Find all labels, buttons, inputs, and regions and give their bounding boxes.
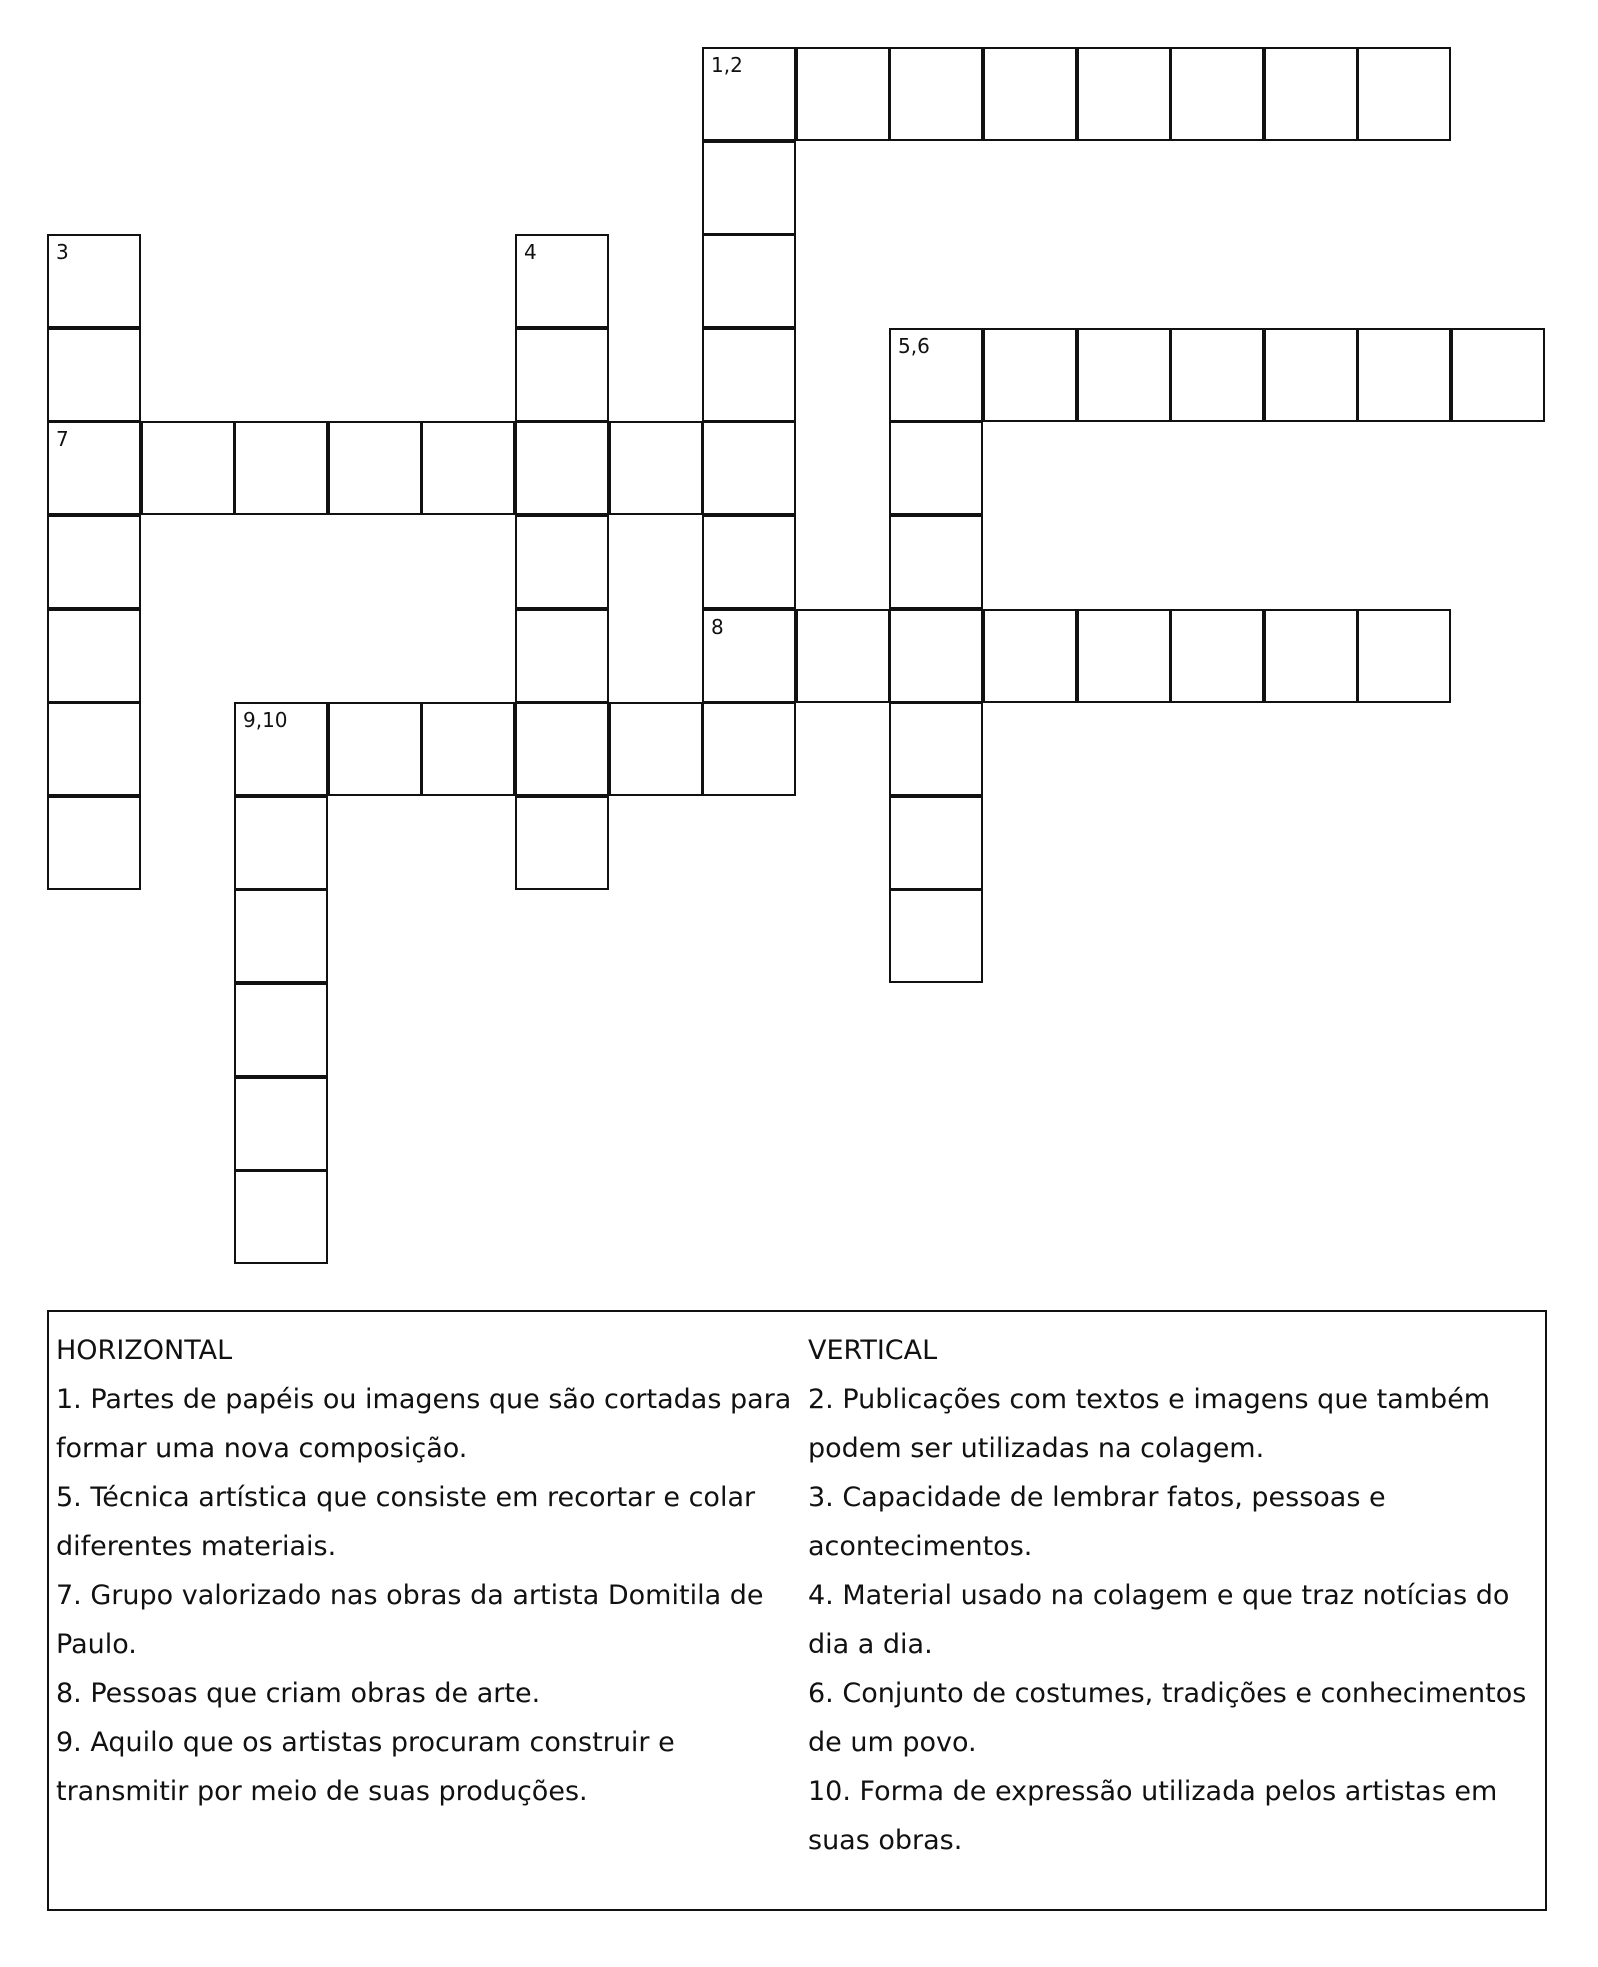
cell-letter-input[interactable]: [891, 611, 981, 701]
cell-letter-input[interactable]: [143, 423, 233, 513]
crossword-cell[interactable]: [1077, 609, 1171, 703]
crossword-cell[interactable]: [702, 47, 796, 141]
cell-letter-input[interactable]: [517, 798, 607, 888]
crossword-cell[interactable]: [609, 702, 703, 796]
cell-letter-input[interactable]: [49, 704, 139, 794]
clue-number: 5,6: [898, 334, 930, 358]
cell-letter-input[interactable]: [423, 704, 513, 794]
cell-letter-input[interactable]: [891, 49, 981, 139]
crossword-cell[interactable]: [515, 421, 609, 515]
clue-line: 6. Conjunto de costumes, tradições e conhecimentos: [808, 1678, 1527, 1709]
cell-letter-input[interactable]: [517, 330, 607, 420]
cell-letter-input[interactable]: [798, 49, 888, 139]
crossword-cell[interactable]: [1357, 47, 1451, 141]
crossword-cell[interactable]: [796, 609, 890, 703]
cell-letter-input[interactable]: [517, 611, 607, 701]
crossword-cell[interactable]: [609, 421, 703, 515]
cell-letter-input[interactable]: [236, 798, 326, 888]
cell-letter-input[interactable]: [236, 1079, 326, 1169]
crossword-cell[interactable]: [1170, 609, 1264, 703]
crossword-cell[interactable]: [47, 609, 141, 703]
crossword-cell[interactable]: [889, 47, 983, 141]
crossword-cell[interactable]: [234, 796, 328, 890]
clue-line: suas obras.: [808, 1825, 963, 1856]
clue-number: 9,10: [243, 708, 288, 732]
cell-letter-input[interactable]: [1079, 611, 1169, 701]
clue-line: de um povo.: [808, 1727, 977, 1758]
clue-line: 3. Capacidade de lembrar fatos, pessoas e: [808, 1482, 1386, 1513]
crossword-cell[interactable]: [515, 609, 609, 703]
cell-letter-input[interactable]: [985, 330, 1075, 420]
crossword-cell[interactable]: [1264, 328, 1358, 422]
cell-letter-input[interactable]: [49, 517, 139, 607]
crossword-cell[interactable]: [702, 609, 796, 703]
crossword-cell[interactable]: [421, 421, 515, 515]
clues-box: [47, 1310, 1547, 1911]
cell-letter-input[interactable]: [985, 49, 1075, 139]
crossword-cell[interactable]: [515, 234, 609, 328]
crossword-cell[interactable]: [983, 328, 1077, 422]
crossword-cell[interactable]: [328, 702, 422, 796]
crossword-cell[interactable]: [1170, 328, 1264, 422]
clue-number: 1,2: [711, 53, 743, 77]
crossword-cell[interactable]: [983, 47, 1077, 141]
crossword-cell[interactable]: [702, 141, 796, 235]
cell-letter-input[interactable]: [891, 798, 981, 888]
cell-letter-input[interactable]: [985, 611, 1075, 701]
cell-letter-input[interactable]: [1266, 49, 1356, 139]
horizontal-heading: HORIZONTAL: [56, 1335, 233, 1366]
crossword-cell[interactable]: [702, 421, 796, 515]
cell-letter-input[interactable]: [517, 423, 607, 513]
cell-letter-input[interactable]: [330, 423, 420, 513]
clue-number: 3: [56, 240, 69, 264]
clue-line: formar uma nova composição.: [56, 1433, 468, 1464]
cell-letter-input[interactable]: [798, 611, 888, 701]
cell-letter-input[interactable]: [704, 330, 794, 420]
cell-letter-input[interactable]: [1172, 611, 1262, 701]
cell-letter-input[interactable]: [611, 704, 701, 794]
clue-line: 8. Pessoas que criam obras de arte.: [56, 1678, 541, 1709]
cell-letter-input[interactable]: [1359, 49, 1449, 139]
crossword-cell[interactable]: [47, 421, 141, 515]
cell-letter-input[interactable]: [891, 517, 981, 607]
clue-number: 4: [524, 240, 537, 264]
crossword-cell[interactable]: [515, 515, 609, 609]
crossword-cell[interactable]: [234, 702, 328, 796]
crossword-cell[interactable]: [328, 421, 422, 515]
crossword-cell[interactable]: [234, 1170, 328, 1264]
crossword-cell[interactable]: [515, 796, 609, 890]
crossword-cell[interactable]: [702, 702, 796, 796]
clue-number: 7: [56, 427, 69, 451]
crossword-cell[interactable]: [234, 421, 328, 515]
cell-letter-input[interactable]: [1266, 330, 1356, 420]
crossword-cell[interactable]: [47, 702, 141, 796]
clue-line: 9. Aquilo que os artistas procuram construir e: [56, 1727, 675, 1758]
clue-line: dia a dia.: [808, 1629, 933, 1660]
crossword-cell[interactable]: [889, 702, 983, 796]
crossword-cell[interactable]: [1357, 328, 1451, 422]
clue-line: 7. Grupo valorizado nas obras da artista Domitila de: [56, 1580, 764, 1611]
cell-letter-input[interactable]: [236, 423, 326, 513]
crossword-cell[interactable]: [234, 1077, 328, 1171]
crossword-cell[interactable]: [1077, 47, 1171, 141]
clue-line: 1. Partes de papéis ou imagens que são cortadas para: [56, 1384, 792, 1415]
cell-letter-input[interactable]: [49, 330, 139, 420]
crossword-cell[interactable]: [889, 609, 983, 703]
clue-line: 2. Publicações com textos e imagens que também: [808, 1384, 1491, 1415]
crossword-cell[interactable]: [1264, 609, 1358, 703]
crossword-cell[interactable]: [702, 328, 796, 422]
cell-letter-input[interactable]: [49, 798, 139, 888]
cell-letter-input[interactable]: [704, 423, 794, 513]
cell-letter-input[interactable]: [1079, 330, 1169, 420]
crossword-cell[interactable]: [421, 702, 515, 796]
crossword-cell[interactable]: [889, 515, 983, 609]
cell-letter-input[interactable]: [236, 1172, 326, 1262]
crossword-cell[interactable]: [1264, 47, 1358, 141]
cell-letter-input[interactable]: [1359, 611, 1449, 701]
crossword-cell[interactable]: [515, 702, 609, 796]
cell-letter-input[interactable]: [891, 704, 981, 794]
cell-letter-input[interactable]: [1453, 330, 1543, 420]
crossword-cell[interactable]: [983, 609, 1077, 703]
crossword-cell[interactable]: [234, 889, 328, 983]
cell-letter-input[interactable]: [236, 985, 326, 1075]
cell-letter-input[interactable]: [704, 236, 794, 326]
crossword-cell[interactable]: [1077, 328, 1171, 422]
cell-letter-input[interactable]: [704, 517, 794, 607]
crossword-cell[interactable]: [1357, 609, 1451, 703]
cell-letter-input[interactable]: [236, 891, 326, 981]
crossword-cell[interactable]: [1170, 47, 1264, 141]
cell-letter-input[interactable]: [517, 704, 607, 794]
clue-line: diferentes materiais.: [56, 1531, 337, 1562]
crossword-cell[interactable]: [796, 47, 890, 141]
crossword-cell[interactable]: [889, 889, 983, 983]
cell-letter-input[interactable]: [1359, 330, 1449, 420]
clue-line: 4. Material usado na colagem e que traz notícias do: [808, 1580, 1510, 1611]
clue-line: Paulo.: [56, 1629, 137, 1660]
cell-letter-input[interactable]: [891, 891, 981, 981]
crossword-cell[interactable]: [702, 234, 796, 328]
clue-line: 5. Técnica artística que consiste em recortar e colar: [56, 1482, 756, 1513]
vertical-clues: [808, 1326, 1538, 1865]
cell-letter-input[interactable]: [49, 611, 139, 701]
cell-letter-input[interactable]: [1172, 49, 1262, 139]
cell-letter-input[interactable]: [891, 423, 981, 513]
cell-letter-input[interactable]: [330, 704, 420, 794]
clue-line: podem ser utilizadas na colagem.: [808, 1433, 1265, 1464]
cell-letter-input[interactable]: [1266, 611, 1356, 701]
clue-number: 8: [711, 615, 724, 639]
crossword-cell[interactable]: [234, 983, 328, 1077]
crossword-cell[interactable]: [889, 421, 983, 515]
crossword-cell[interactable]: [515, 328, 609, 422]
crossword-cell[interactable]: [47, 796, 141, 890]
horizontal-clues: [56, 1326, 796, 1816]
clue-line: 10. Forma de expressão utilizada pelos artistas em: [808, 1776, 1498, 1807]
crossword-cell[interactable]: [889, 328, 983, 422]
crossword-cell[interactable]: [47, 515, 141, 609]
crossword-cell[interactable]: [141, 421, 235, 515]
crossword-cell[interactable]: [889, 796, 983, 890]
cell-letter-input[interactable]: [1079, 49, 1169, 139]
cell-letter-input[interactable]: [611, 423, 701, 513]
vertical-heading: VERTICAL: [808, 1335, 938, 1366]
crossword-cell[interactable]: [47, 234, 141, 328]
crossword-cell[interactable]: [702, 515, 796, 609]
cell-letter-input[interactable]: [704, 704, 794, 794]
cell-letter-input[interactable]: [1172, 330, 1262, 420]
cell-letter-input[interactable]: [423, 423, 513, 513]
clue-line: acontecimentos.: [808, 1531, 1033, 1562]
crossword-cell[interactable]: [47, 328, 141, 422]
cell-letter-input[interactable]: [517, 517, 607, 607]
crossword-cell[interactable]: [1451, 328, 1545, 422]
cell-letter-input[interactable]: [704, 143, 794, 233]
clue-line: transmitir por meio de suas produções.: [56, 1776, 588, 1807]
